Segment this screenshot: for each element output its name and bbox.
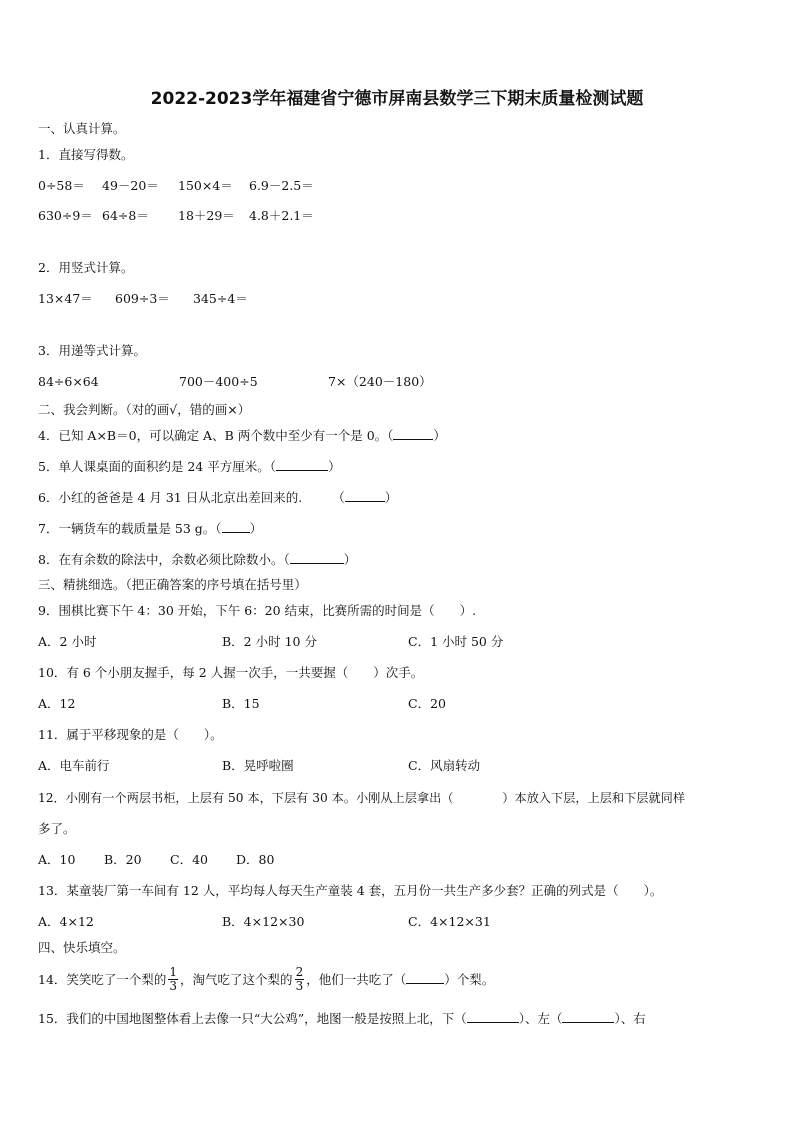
paren-close: ） xyxy=(433,428,446,443)
expr: 64÷8＝ xyxy=(102,208,149,223)
question-1-label: 1．直接写得数。 xyxy=(38,147,134,162)
question-12-line-1: 12．小刚有一个两层书柜，上层有 50 本，下层有 30 本。小刚从上层拿出（ ）本放入下层，上层和下层就同样 xyxy=(38,791,686,805)
option-d[interactable]: D．80 xyxy=(236,852,275,867)
fraction-two-thirds xyxy=(295,966,305,993)
question-9-options xyxy=(38,634,503,650)
fraction-numerator: 1 xyxy=(169,965,178,979)
question-6-text: 6．小红的爸爸是 4 月 31 日从北京出差回来的. xyxy=(38,490,303,505)
question-1-row-2 xyxy=(38,208,329,224)
question-15-text: ）、左（ xyxy=(518,1011,563,1026)
option-c[interactable]: C．风扇转动 xyxy=(408,758,481,773)
expr: 609÷3＝ xyxy=(115,291,170,306)
question-11-text: 11．属于平移现象的是（ ）。 xyxy=(38,727,223,742)
question-8 xyxy=(38,551,356,568)
question-13-text: 13．某童装厂第一车间有 12 人，平均每人每天生产童装 4 套，五月份一共生产多少套？正确的列式是（ ）。 xyxy=(38,883,663,898)
paren-close: ） xyxy=(328,459,341,474)
question-13-options xyxy=(38,914,491,930)
option-a[interactable]: A．12 xyxy=(38,696,76,711)
expr: 18＋29＝ xyxy=(178,208,235,223)
question-5 xyxy=(38,458,341,475)
question-8-text: 8．在有余数的除法中，余数必须比除数小。（ xyxy=(38,552,290,567)
question-12-options xyxy=(38,852,274,868)
question-15-text: ）、右 xyxy=(614,1011,646,1026)
option-a[interactable]: A．10 xyxy=(38,852,76,867)
expr: 13×47＝ xyxy=(38,291,93,306)
question-14-text: ，他们一共吃了（ xyxy=(306,972,407,987)
paren-close: ） xyxy=(249,521,263,536)
option-b[interactable]: B．2 小时 10 分 xyxy=(222,634,317,649)
question-9-text: 9．围棋比赛下午 4：30 开始，下午 6：20 结束，比赛所需的时间是（ ）. xyxy=(38,603,477,618)
answer-blank[interactable] xyxy=(290,551,344,564)
answer-blank[interactable] xyxy=(345,489,385,502)
paren-close: ） xyxy=(343,552,357,567)
expr: 700－400÷5 xyxy=(179,374,258,389)
question-2-row xyxy=(38,291,273,307)
question-15-text: 15．我们的中国地图整体看上去像一只“大公鸡”，地图一般是按照上北，下（ xyxy=(38,1011,467,1026)
section-heading-4: 四、快乐填空。 xyxy=(38,940,126,955)
option-b[interactable]: B．晃呼啦圈 xyxy=(222,758,294,773)
option-c[interactable]: C．40 xyxy=(170,852,208,867)
expr: 150×4＝ xyxy=(178,178,233,193)
option-a[interactable]: A．电车前行 xyxy=(38,758,110,773)
answer-blank[interactable] xyxy=(393,427,433,440)
question-14-text: ，淘气吃了这个梨的 xyxy=(180,972,293,987)
fraction-numerator: 2 xyxy=(295,965,304,979)
answer-blank[interactable] xyxy=(467,1010,519,1023)
expr: 0÷58＝ xyxy=(38,178,85,193)
question-3-label: 3．用递等式计算。 xyxy=(38,343,146,358)
option-b[interactable]: B．20 xyxy=(104,852,142,867)
option-c[interactable]: C．20 xyxy=(408,696,446,711)
question-4 xyxy=(38,427,446,444)
section-heading-2: 二、我会判断。（对的画√，错的画×） xyxy=(38,402,251,417)
answer-blank[interactable] xyxy=(276,458,328,471)
answer-blank[interactable] xyxy=(562,1010,614,1023)
question-7 xyxy=(38,520,262,537)
question-7-text: 7．一辆货车的载质量是 53 g。（ xyxy=(38,521,222,536)
question-5-text: 5．单人课桌面的面积约是 24 平方厘米。（ xyxy=(38,459,277,474)
expr: 49－20＝ xyxy=(102,178,159,193)
expr: 84÷6×64 xyxy=(38,374,99,389)
option-b[interactable]: B．4×12×30 xyxy=(222,914,305,929)
question-11-options xyxy=(38,758,480,774)
question-14-text: ）个梨。 xyxy=(444,972,495,987)
question-10-text: 10．有 6 个小朋友握手，每 2 人握一次手，一共要握（ ）次手。 xyxy=(38,665,424,680)
expr: 630÷9＝ xyxy=(38,208,93,223)
question-3-row xyxy=(38,374,448,390)
expr: 7×（240－180） xyxy=(328,374,432,389)
option-a[interactable]: A．2 小时 xyxy=(38,634,97,649)
question-15 xyxy=(38,1010,646,1027)
option-c[interactable]: C．1 小时 50 分 xyxy=(408,634,504,649)
question-4-text: 4．已知 A×B＝0，可以确定 A、B 两个数中至少有一个是 0。（ xyxy=(38,428,394,443)
expr: 6.9－2.5＝ xyxy=(249,178,314,193)
fraction-denominator: 3 xyxy=(295,979,304,993)
paren-close: ） xyxy=(384,490,398,505)
question-12-line-2: 多了。 xyxy=(38,821,76,836)
question-6 xyxy=(38,489,397,506)
paren-open: （ xyxy=(332,490,345,505)
option-a[interactable]: A．4×12 xyxy=(38,914,94,929)
expr: 345÷4＝ xyxy=(193,291,248,306)
answer-blank[interactable] xyxy=(406,971,444,984)
question-1-row-1 xyxy=(38,178,329,194)
expr: 4.8＋2.1＝ xyxy=(249,208,314,223)
question-14 xyxy=(38,966,494,994)
question-10-options xyxy=(38,696,446,712)
page-title: 2022-2023学年福建省宁德市屏南县数学三下期末质量检测试题 xyxy=(150,89,644,109)
question-2-label: 2．用竖式计算。 xyxy=(38,260,134,275)
section-heading-3: 三、精挑细选。（把正确答案的序号填在括号里） xyxy=(38,577,307,592)
option-b[interactable]: B．15 xyxy=(222,696,260,711)
section-heading-1: 一、认真计算。 xyxy=(38,121,126,136)
fraction-denominator: 3 xyxy=(169,979,178,993)
fraction-one-third xyxy=(168,966,178,993)
answer-blank[interactable] xyxy=(222,520,250,533)
option-c[interactable]: C．4×12×31 xyxy=(408,914,491,929)
question-14-text: 14．笑笑吃了一个梨的 xyxy=(38,972,167,987)
